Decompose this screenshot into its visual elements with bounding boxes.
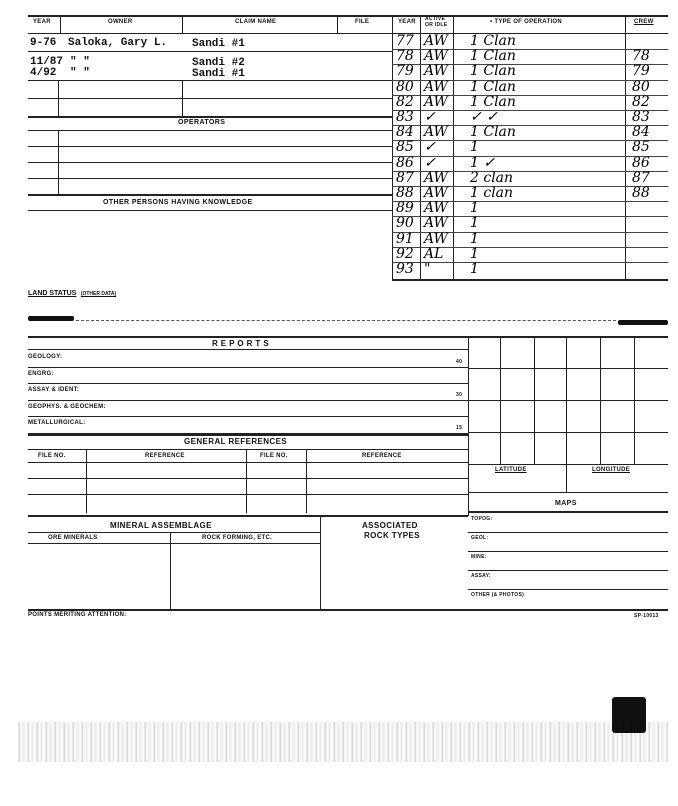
activity-operation: ✓ ✓ xyxy=(470,109,498,125)
activity-year: 91 xyxy=(396,230,414,247)
activity-operation: 1 xyxy=(470,200,479,217)
activity-crew: 82 xyxy=(632,93,650,110)
land-status xyxy=(28,282,116,300)
activity-status: AW xyxy=(424,93,448,110)
activity-year: 89 xyxy=(396,200,414,217)
activity-status: AW xyxy=(424,215,448,232)
header-year-2: YEAR xyxy=(398,19,416,25)
form-code: SP-10013 xyxy=(634,613,659,619)
scan-artifact-smear xyxy=(18,722,668,762)
ref-header-reference: REFERENCE xyxy=(145,453,185,459)
activity-crew: 84 xyxy=(632,124,650,141)
owner-row-claim: Sandi #2 xyxy=(192,57,245,69)
activity-year: 77 xyxy=(396,33,414,49)
report-label: GEOPHYS. & GEOCHEM: xyxy=(28,403,106,410)
activity-year: 84 xyxy=(396,124,414,141)
activity-crew: 83 xyxy=(632,109,650,125)
land-status-sub: (OTHER DATA) xyxy=(80,291,117,297)
report-label: METALLURGICAL: xyxy=(28,420,86,426)
ore-minerals-header: ORE MINERALS xyxy=(48,535,98,541)
activity-year: 87 xyxy=(396,169,414,186)
header-file: FILE xyxy=(355,19,370,25)
activity-status: AW xyxy=(424,48,448,65)
activity-operation: 1 Clan xyxy=(470,124,516,141)
activity-status: AW xyxy=(424,230,448,247)
owner-row-year: 11/87 xyxy=(30,56,64,68)
activity-status: AW xyxy=(424,78,448,95)
activity-status: ✓ xyxy=(424,139,436,156)
map-row-label: TOPOG: xyxy=(471,516,493,522)
activity-year: 90 xyxy=(396,215,414,232)
ref-header-file-no-2: FILE NO. xyxy=(260,453,288,459)
general-references-heading: GENERAL REFERENCES xyxy=(184,437,288,446)
rock-forming-header: ROCK FORMING, ETC. xyxy=(202,535,273,541)
activity-operation: 1 xyxy=(470,245,479,262)
report-label: GEOLOGY: xyxy=(28,354,63,360)
activity-status: AW xyxy=(424,33,448,49)
report-label: ENGRG: xyxy=(28,370,54,377)
activity-status: AW xyxy=(424,185,448,201)
activity-operation: 1 xyxy=(470,215,479,232)
points-meriting-attention: POINTS MERITING ATTENTION: xyxy=(28,612,127,618)
activity-operation: 1 xyxy=(470,261,479,277)
activity-year: 79 xyxy=(396,63,414,80)
activity-status: AW xyxy=(424,63,448,80)
map-row-label: OTHER (& PHOTOS) xyxy=(471,592,525,598)
header-type-operation: • TYPE OF OPERATION xyxy=(490,19,563,25)
header-active-idle xyxy=(425,16,447,28)
map-row-label: GEOL: xyxy=(471,535,489,541)
activity-year: 86 xyxy=(396,154,414,171)
activity-operation: 1 Clan xyxy=(470,33,516,49)
owner-row-claim: Sandi #1 xyxy=(192,38,245,50)
maps-heading: MAPS xyxy=(555,500,577,507)
activity-status: AW xyxy=(424,124,448,141)
associated-heading: ASSOCIATED xyxy=(362,521,418,530)
activity-year: 80 xyxy=(396,78,414,95)
activity-crew: 79 xyxy=(632,63,650,80)
longitude-label: LONGITUDE xyxy=(592,467,631,473)
activity-status: " xyxy=(424,261,431,277)
activity-year: 83 xyxy=(396,109,414,125)
owner-row-owner: " " xyxy=(70,67,90,79)
reports-heading: R E P O R T S xyxy=(212,339,270,348)
header-owner: OWNER xyxy=(108,19,133,25)
report-label: ASSAY & IDENT: xyxy=(28,387,80,393)
owner-row-year: 9-76 xyxy=(30,37,57,49)
activity-crew: 80 xyxy=(632,78,650,95)
activity-operation: 1 Clan xyxy=(470,48,516,65)
activity-operation: 1 Clan xyxy=(470,63,516,80)
map-row-label: ASSAY: xyxy=(471,573,491,579)
land-status-heading: LAND STATUS xyxy=(28,290,77,297)
header-active: ACTIVE xyxy=(425,16,446,22)
activity-year: 92 xyxy=(396,245,414,262)
rock-types-heading: ROCK TYPES xyxy=(364,531,421,540)
ref-header-file-no: FILE NO. xyxy=(38,453,66,459)
activity-status: AL xyxy=(424,245,444,262)
owner-row-year: 4/92 xyxy=(30,67,57,79)
activity-operation: 1 xyxy=(470,230,479,247)
mineral-assemblage-heading: MINERAL ASSEMBLAGE xyxy=(110,521,212,530)
activity-operation: 1 ✓ xyxy=(470,154,496,171)
activity-status: ✓ xyxy=(424,154,436,171)
ref-header-reference-2: REFERENCE xyxy=(362,453,402,459)
activity-operation: 1 xyxy=(470,139,479,156)
latitude-label: LATITUDE xyxy=(495,467,527,473)
other-persons-heading: OTHER PERSONS HAVING KNOWLEDGE xyxy=(103,199,253,206)
activity-operation: 2 clan xyxy=(470,169,514,186)
activity-year: 93 xyxy=(396,261,414,277)
map-row-label: MINE: xyxy=(471,554,487,560)
owner-row-owner: " " xyxy=(70,56,90,68)
activity-year: 82 xyxy=(396,93,414,110)
operators-heading: OPERATORS xyxy=(178,119,226,126)
activity-crew: 88 xyxy=(632,185,650,201)
header-or-idle: OR IDLE xyxy=(425,22,448,28)
report-number: 40 xyxy=(456,359,463,365)
activity-crew: 85 xyxy=(632,139,650,156)
owner-row-owner: Saloka, Gary L. xyxy=(68,37,168,49)
activity-crew: 86 xyxy=(632,154,650,171)
report-number: 15 xyxy=(456,425,463,431)
activity-status: AW xyxy=(424,200,448,217)
activity-operation: 1 clan xyxy=(470,185,514,201)
header-crew: CREW xyxy=(634,19,654,25)
owner-row-claim: Sandi #1 xyxy=(192,68,245,80)
activity-status: AW xyxy=(424,169,448,186)
activity-status: ✓ xyxy=(424,109,436,125)
activity-operation: 1 Clan xyxy=(470,78,516,95)
activity-year: 78 xyxy=(396,48,414,65)
report-number: 30 xyxy=(456,392,463,398)
activity-crew: 78 xyxy=(632,48,650,65)
activity-crew: 87 xyxy=(632,169,650,186)
activity-year: 85 xyxy=(396,139,414,156)
activity-operation: 1 Clan xyxy=(470,93,516,110)
header-year: YEAR xyxy=(33,19,51,25)
header-claim-name: CLAIM NAME xyxy=(235,19,277,25)
activity-year: 88 xyxy=(396,185,414,201)
